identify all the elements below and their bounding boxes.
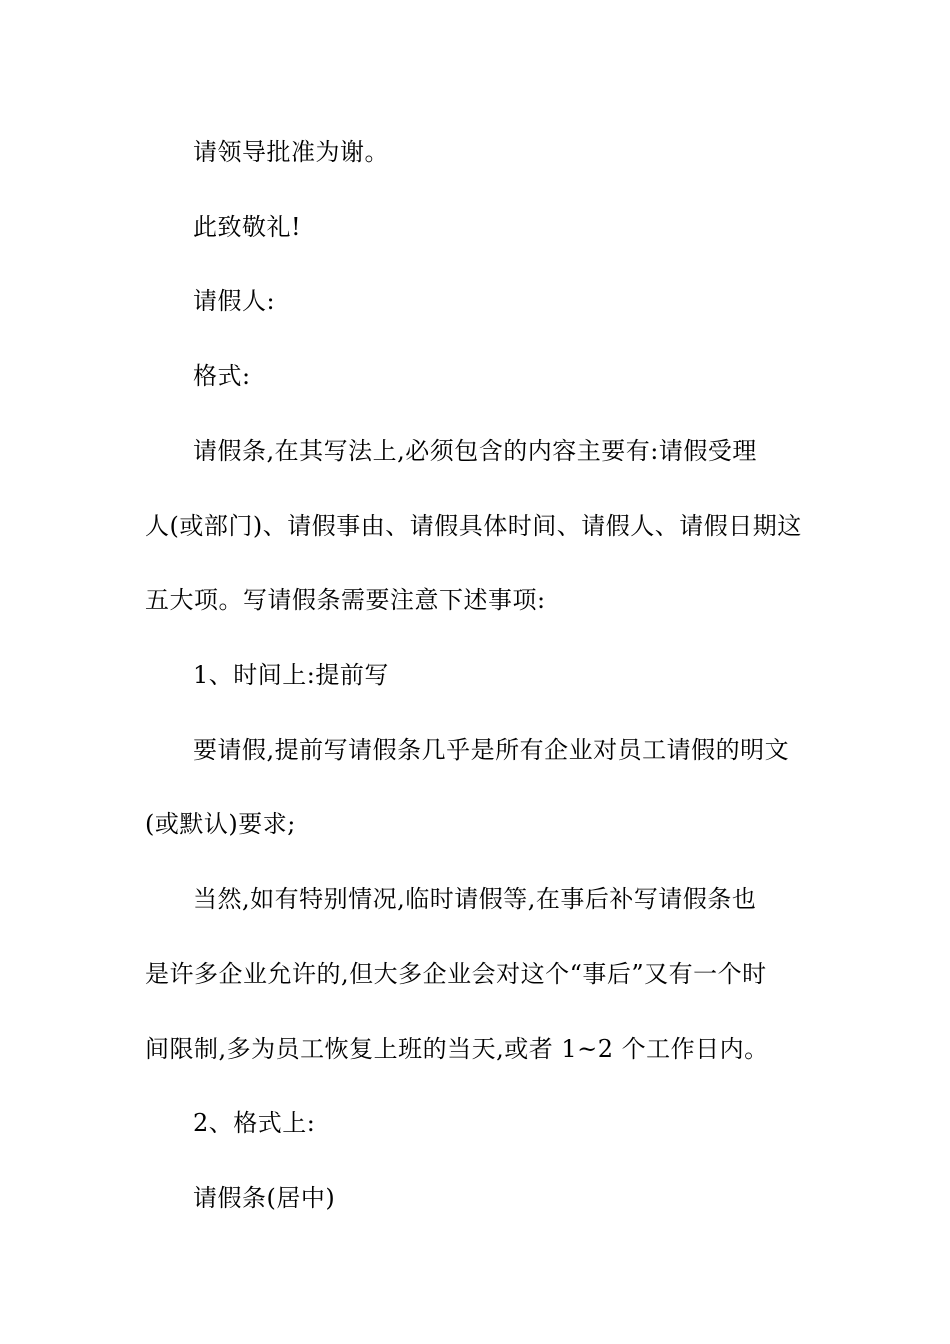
paragraph-line: 当然,如有特别情况,临时请假等,在事后补写请假条也 bbox=[193, 885, 757, 913]
paragraph-line: 人(或部门)、请假事由、请假具体时间、请假人、请假日期这 bbox=[145, 512, 802, 540]
section-heading-line: 2、格式上: bbox=[193, 1109, 316, 1137]
paragraph-line: 请假条(居中) bbox=[193, 1184, 336, 1212]
salutation-line: 此致敬礼! bbox=[193, 213, 302, 241]
closing-request-line: 请领导批准为谢。 bbox=[193, 138, 389, 166]
section-heading-line: 1、时间上:提前写 bbox=[193, 661, 389, 689]
paragraph-line: 五大项。写请假条需要注意下述事项: bbox=[145, 586, 546, 614]
requester-label-line: 请假人: bbox=[193, 287, 276, 315]
paragraph-line: 请假条,在其写法上,必须包含的内容主要有:请假受理 bbox=[193, 437, 757, 465]
paragraph-line: (或默认)要求; bbox=[145, 810, 296, 838]
paragraph-line: 间限制,多为员工恢复上班的当天,或者 1~2 个工作日内。 bbox=[145, 1035, 769, 1063]
format-heading-line: 格式: bbox=[193, 362, 251, 390]
paragraph-line: 是许多企业允许的,但大多企业会对这个“事后”又有一个时 bbox=[145, 960, 767, 988]
paragraph-line: 要请假,提前写请假条几乎是所有企业对员工请假的明文 bbox=[193, 736, 790, 764]
